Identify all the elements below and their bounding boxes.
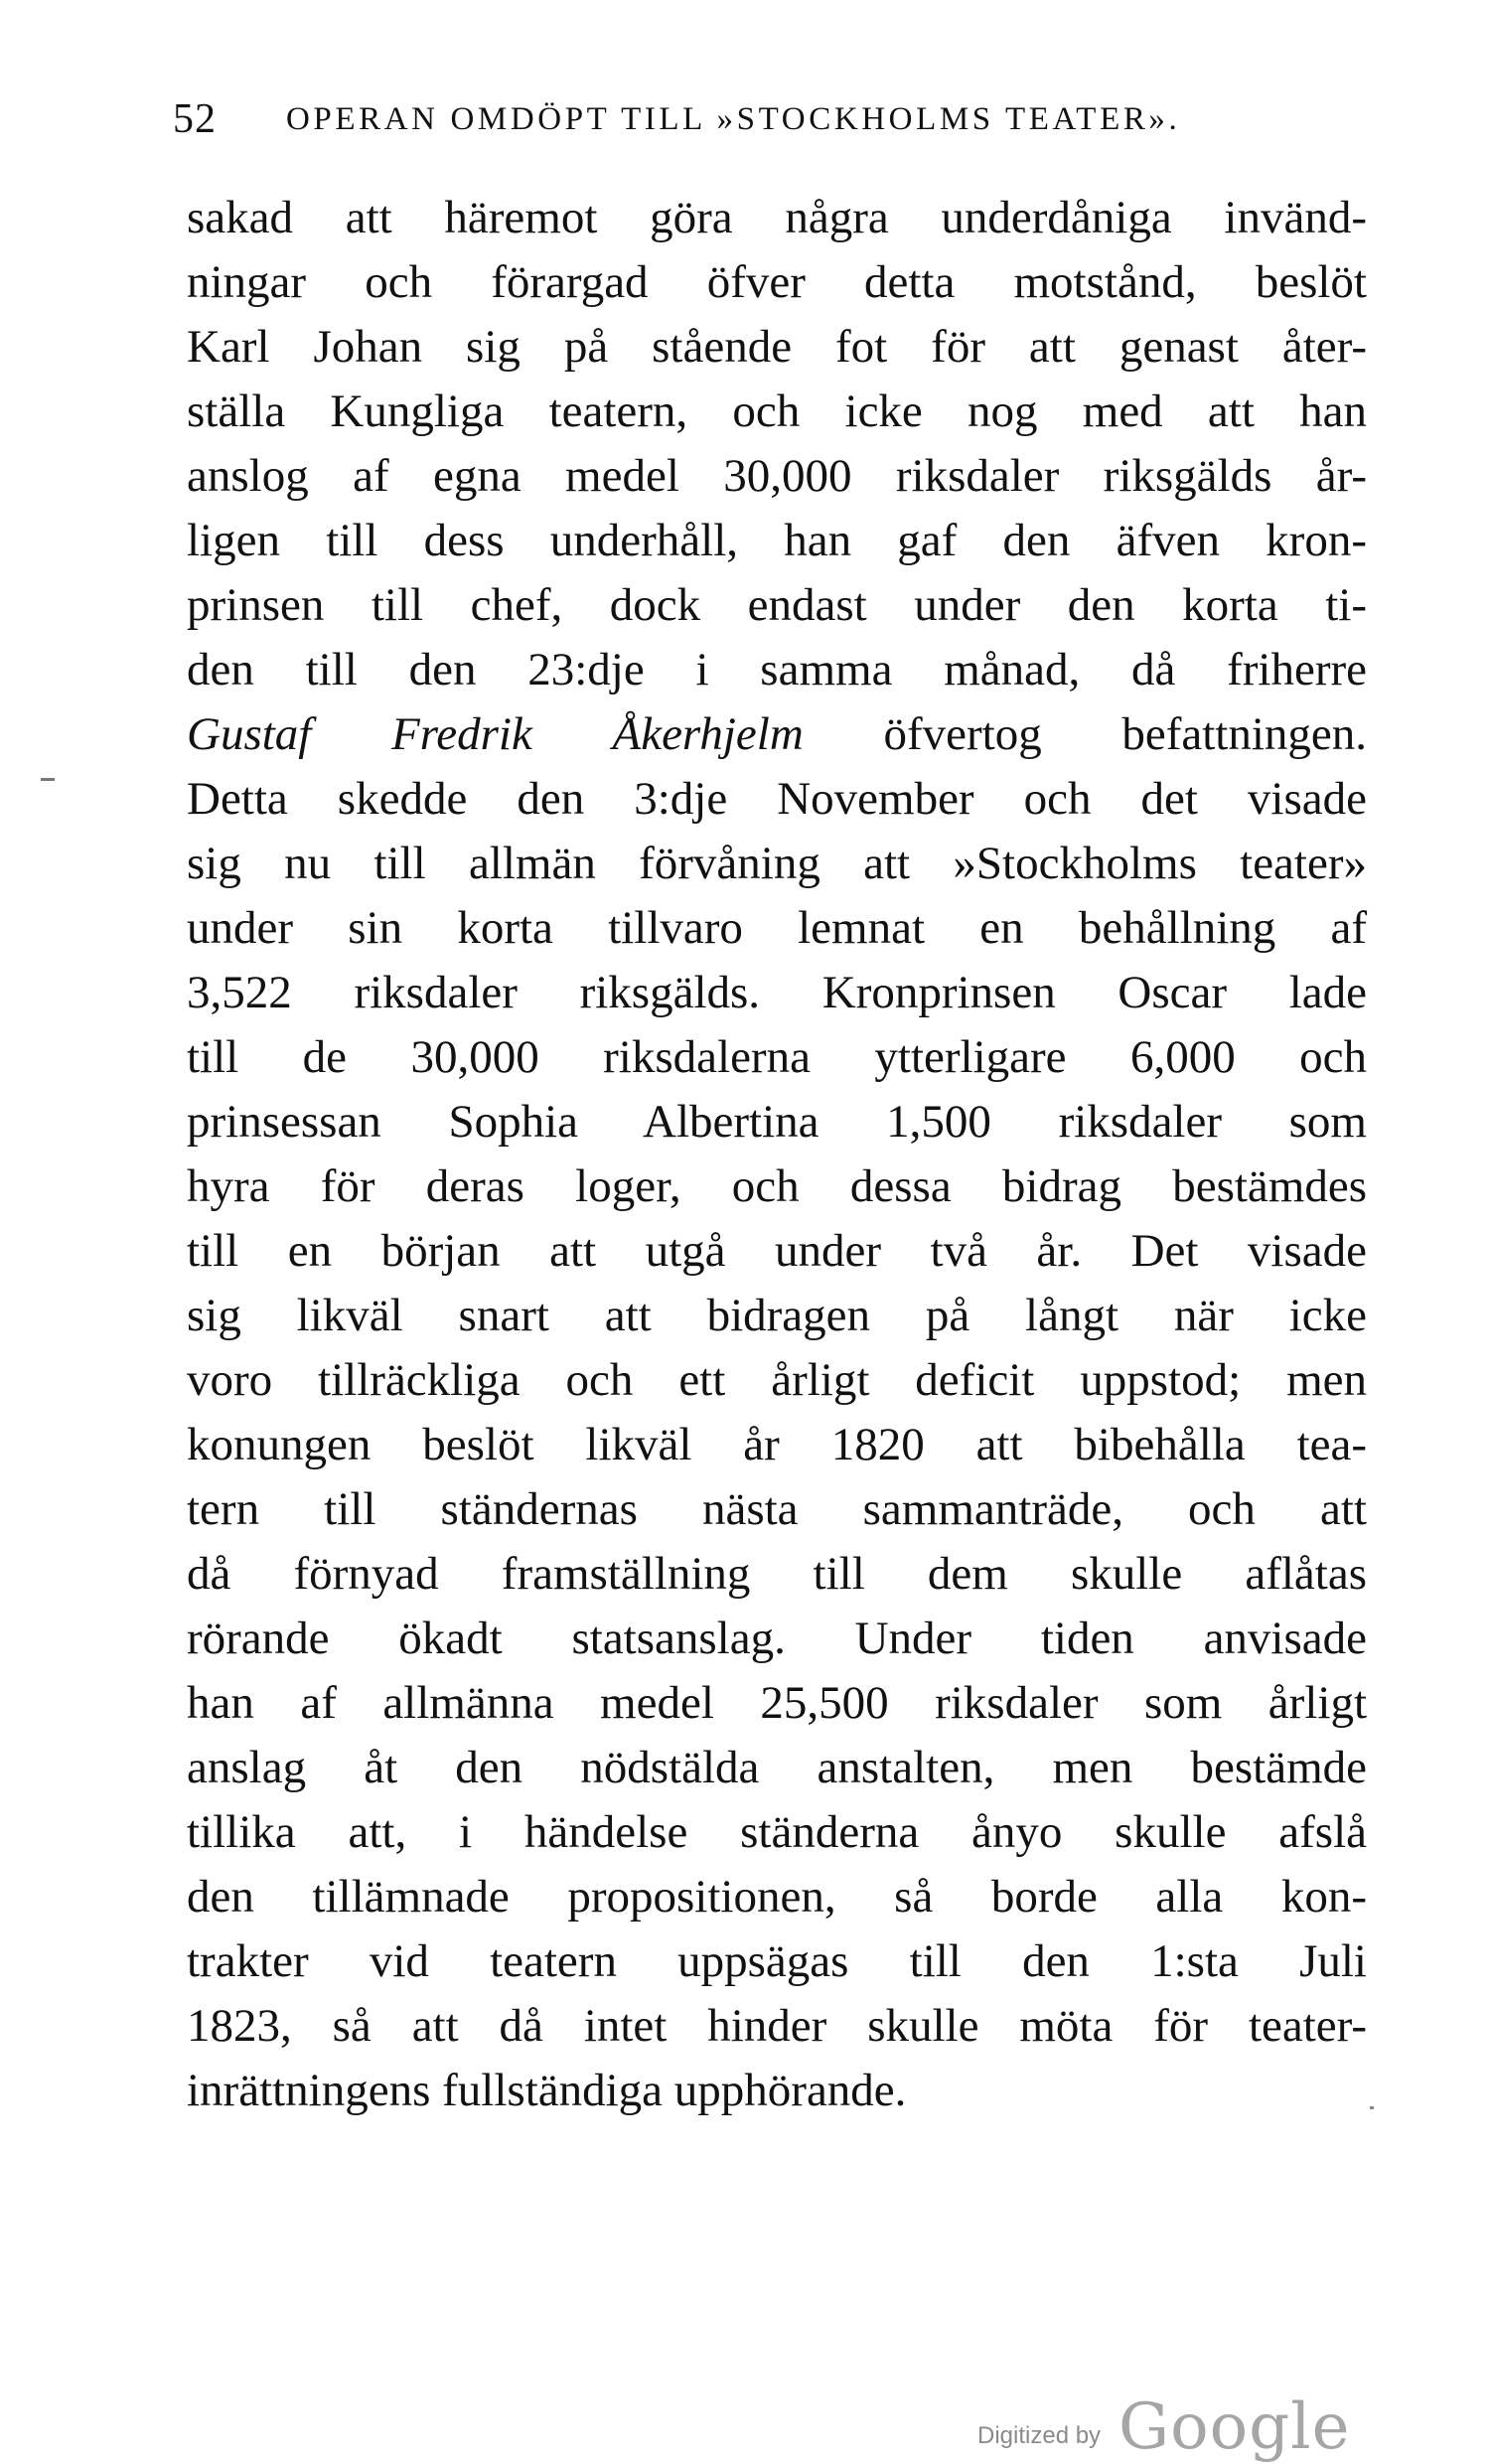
text-line: då förnyad framställning till dem skulle aflåtas (187, 1548, 1367, 1600)
text-line: under sin korta tillvaro lemnat en behållning af (187, 902, 1367, 954)
running-title: OPERAN OMDÖPT TILL »STOCKHOLMS TEATER». (286, 101, 1181, 137)
body-text (187, 186, 1367, 2123)
text-line: ligen till dess underhåll, han gaf den äfven kron- (187, 515, 1367, 566)
page-number: 52 (173, 96, 217, 142)
text-line: trakter vid teatern uppsägas till den 1:sta Juli (187, 1935, 1367, 1987)
text-line: han af allmänna medel 25,500 riksdaler som årligt (187, 1677, 1367, 1729)
running-head (0, 0, 1490, 199)
margin-dot (1370, 2106, 1374, 2109)
text-line: sig likväl snart att bidragen på långt när icke (187, 1290, 1367, 1341)
text-line: hyra för deras loger, och dessa bidrag bestämdes (187, 1160, 1367, 1212)
text-line-with-name (187, 702, 1367, 767)
text-line: sig nu till allmän förvåning att »Stockholms teater» (187, 838, 1367, 889)
text-line: Karl Johan sig på stående fot för att genast åter- (187, 321, 1367, 373)
text-line: till de 30,000 riksdalerna ytterligare 6,000 och (187, 1031, 1367, 1083)
digitized-by-google-watermark (977, 2390, 1395, 2464)
text-line: 3,522 riksdaler riksgälds. Kronprinsen Oscar lade (187, 967, 1367, 1018)
text-line: sakad att häremot göra några underdåniga invänd- (187, 192, 1367, 243)
text-line: anslag åt den nödstälda anstalten, men bestämde (187, 1742, 1367, 1793)
text-line: rörande ökadt statsanslag. Under tiden anvisade (187, 1613, 1367, 1664)
text-line: Detta skedde den 3:dje November och det visade (187, 773, 1367, 825)
text-line: tern till ständernas nästa sammanträde, och att (187, 1483, 1367, 1535)
text-line: konungen beslöt likväl år 1820 att bibehålla tea- (187, 1419, 1367, 1470)
text-line: tillika att, i händelse ständerna ånyo skulle afslå (187, 1806, 1367, 1858)
text-line: anslog af egna medel 30,000 riksdaler riksgälds år- (187, 450, 1367, 502)
line-continuation: öfvertog befattningen. (883, 708, 1368, 760)
text-line-last: inrättningens fullständiga upphörande. (187, 2065, 907, 2116)
text-line: den tillämnade propositionen, så borde alla kon- (187, 1871, 1367, 1923)
italic-person-name: Gustaf Fredrik Åkerhjelm (187, 708, 804, 760)
text-line: ningar och förargad öfver detta motstånd, beslöt (187, 256, 1367, 308)
google-logo: Google (1118, 2390, 1351, 2464)
text-line: prinsen till chef, dock endast under den korta ti- (187, 579, 1367, 631)
text-line: voro tillräckliga och ett årligt deficit uppstod; men (187, 1354, 1367, 1406)
text-line: 1823, så att då intet hinder skulle möta för teater- (187, 2000, 1367, 2052)
digitized-label: Digitized by (977, 2422, 1102, 2449)
text-line: den till den 23:dje i samma månad, då friherre (187, 644, 1367, 695)
text-line: prinsessan Sophia Albertina 1,500 riksdaler som (187, 1096, 1367, 1148)
text-line: ställa Kungliga teatern, och icke nog med att han (187, 385, 1367, 437)
margin-mark (41, 778, 55, 781)
text-line: till en början att utgå under två år. Det visade (187, 1225, 1367, 1277)
